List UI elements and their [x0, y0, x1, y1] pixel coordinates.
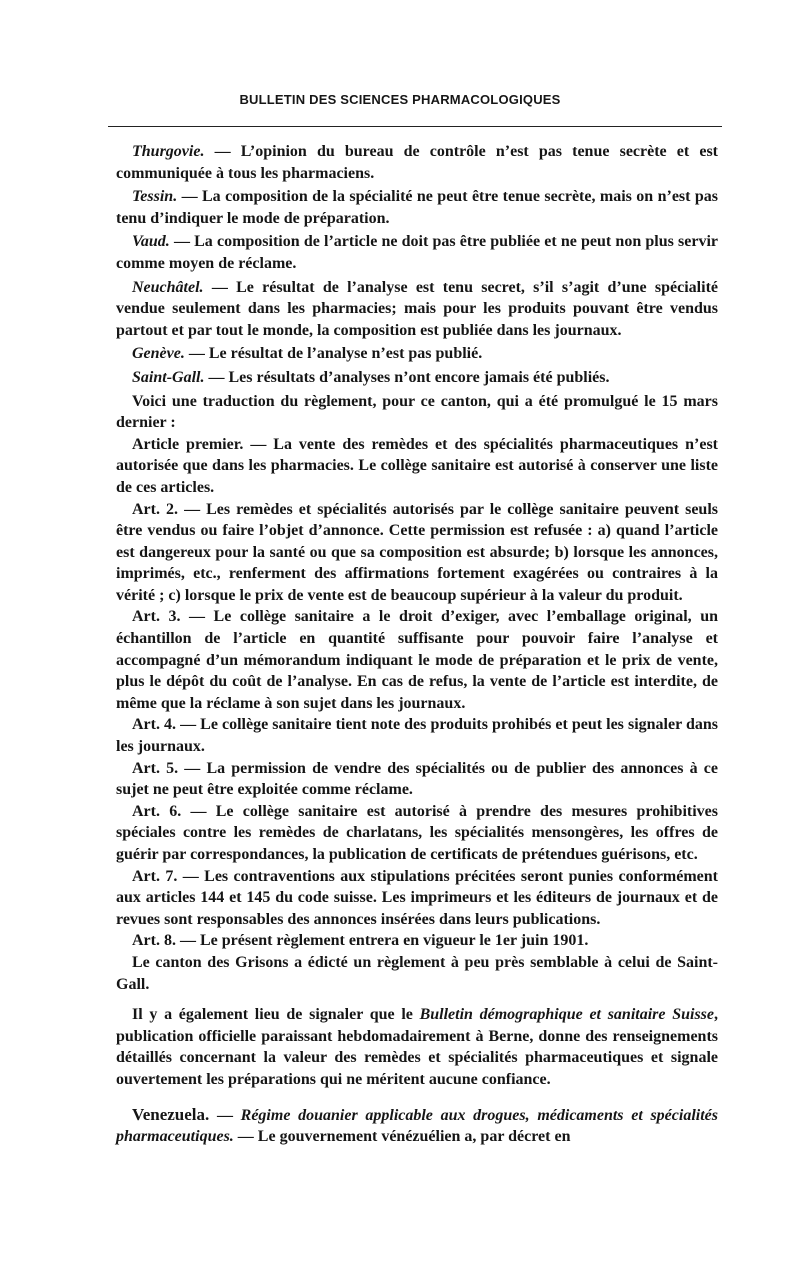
article-6: Art. 6. — Le collège sanitaire est autorisé à prendre des mesures prohibitives spéciales contre les remèdes de charlatans, les spécialités mensongères, les offres de guérir par correspondances, la publication de certificats de prétendues guérisons, etc. — [116, 802, 718, 863]
article-7: Art. 7. — Les contraventions aux stipulations précitées seront punies conformément aux articles 144 et 145 du code suisse. Les imprimeurs et les éditeurs de journaux et de revues sont responsables des annonces insérées dans leurs publications. — [116, 867, 718, 928]
canton-name: Tessin. — [132, 188, 178, 206]
canton-name: Saint-Gall. — [132, 368, 205, 386]
canton-name: Thurgovie. — [132, 143, 205, 160]
canton-name: Neuchâtel. — [132, 278, 204, 296]
canton-saint-gall — [116, 367, 718, 389]
bulletin-title: Bulletin démographique et sanitaire Suisse — [419, 1006, 714, 1024]
canton-tessin — [116, 186, 718, 229]
canton-text: — L’opinion du bureau de contrôle n’est pas tenue secrète et est communiquée à tous les pharmaciens. — [116, 143, 718, 182]
bulletin-paragraph — [116, 1004, 718, 1090]
canton-thurgovie — [116, 141, 718, 184]
header-rule — [108, 126, 722, 127]
venezuela-paragraph — [116, 1104, 718, 1148]
grisons-paragraph: Le canton des Grisons a édicté un règlement à peu près semblable à celui de Saint-Gall. — [116, 953, 718, 993]
venezuela-subject: Régime douanier applicable aux drogues, médicaments et spécialités pharmaceutiques. — [116, 1106, 718, 1146]
canton-text: — Le résultat de l’analyse est tenu secret, s’il s’agit d’une spécialité vendue seulement dans les pharmacies; mais pour les produits pouvant être vendus partout et par tout le monde, la composition est publiée dans les journaux. — [116, 278, 718, 339]
bulletin-text-before: Il y a également lieu de signaler que le — [132, 1006, 420, 1024]
dash: — — [209, 1106, 241, 1124]
article-1: Article premier. — La vente des remèdes et des spécialités pharmaceutiques n’est autorisée que dans les pharmacies. Le collège sanitaire est autorisé à conserver une liste de ces articles. — [116, 435, 718, 496]
canton-text: — La composition de la spécialité ne peut être tenue secrète, mais on n’est pas tenu d’indiquer le mode de préparation. — [116, 188, 718, 227]
main-text — [116, 141, 718, 1148]
canton-neuchatel — [116, 277, 718, 342]
canton-text: — Le résultat de l’analyse n’est pas publié. — [184, 345, 483, 363]
canton-text: — Les résultats d’analyses n’ont encore jamais été publiés. — [204, 368, 610, 386]
article-2: Art. 2. — Les remèdes et spécialités autorisés par le collège sanitaire peuvent seuls être vendus ou faire l’objet d’annonce. Cette permission est refusée : a) quand l’article est dangereux pour la santé ou que sa composition est absurde; b) lorsque les annonces, imprimés, etc., renferment des affirmations fortement exagérées ou contraires à la vérité ; c) lorsque le prix de vente est de beaucoup supérieur à la valeur du produit. — [116, 500, 718, 604]
venezuela-text: — Le gouvernement vénézuélien a, par décret en — [233, 1128, 571, 1146]
country-name: Venezuela. — [132, 1104, 210, 1124]
article-5: Art. 5. — La permission de vendre des spécialités ou de publier des annonces à ce sujet ne peut être exploitée comme réclame. — [116, 759, 718, 799]
article-8: Art. 8. — Le présent règlement entrera en vigueur le 1er juin 1901. — [132, 932, 589, 950]
canton-geneve — [116, 343, 718, 365]
regulation-intro: Voici une traduction du règlement, pour ce canton, qui a été promulgué le 15 mars dernier : — [116, 392, 718, 432]
article-4: Art. 4. — Le collège sanitaire tient note des produits prohibés et peut les signaler dans les journaux. — [116, 716, 718, 756]
canton-vaud — [116, 231, 718, 274]
bulletin-text-after: , publication officielle paraissant hebdomadairement à Berne, donne des renseignements détaillés concernant la valeur des remèdes et spécialités pharmaceutiques et signale ouvertement les préparations qui ne méritent aucune confiance. — [116, 1006, 718, 1088]
running-head: BULLETIN DES SCIENCES PHARMACOLOGIQUES — [239, 92, 561, 107]
article-3: Art. 3. — Le collège sanitaire a le droit d’exiger, avec l’emballage original, un échantillon de l’article en quantité suffisante pour pouvoir faire l’analyse et accompagné d’un mémorandum indiquant le mode de préparation et le prix de vente, plus le dépôt du coût de l’analyse. En cas de refus, la vente de l’article est interdite, de même que la réclame à son sujet dans les journaux. — [116, 608, 718, 712]
canton-name: Vaud. — [132, 233, 170, 251]
canton-name: Genève. — [132, 345, 185, 363]
canton-text: — La composition de l’article ne doit pas être publiée et ne peut non plus servir comme moyen de réclame. — [116, 233, 718, 272]
